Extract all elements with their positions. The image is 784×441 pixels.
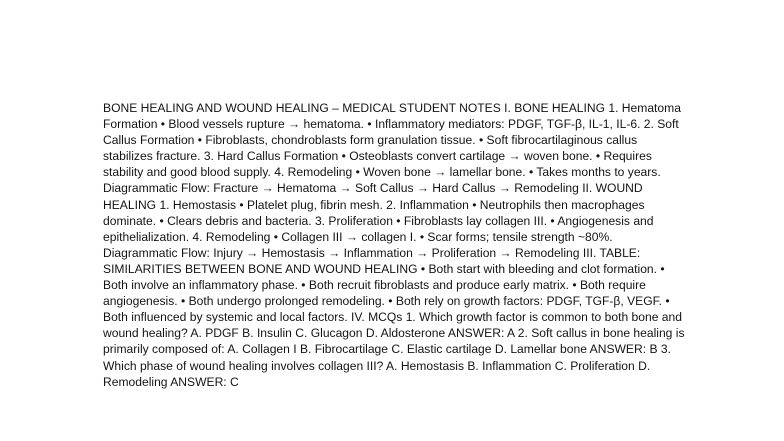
notes-paragraph: BONE HEALING AND WOUND HEALING – MEDICAL STUDENT NOTES I. BONE HEALING 1. Hematoma Formation • Blood vessels rupture → hematoma. • Inflammatory mediators: PDGF, TGF-β, IL-1, IL-6. 2. Soft Callus Formation • Fibroblasts, chondroblasts form granulation tissue. • Soft fibrocartilaginous callus stabilizes fracture. 3. Hard Callus Formation • Osteoblasts convert cartilage → woven bone. • Requires stability and good blood supply. 4. Remodeling • Woven bone → lamellar bone. • Takes months to years. Diagrammatic Flow: Fracture → Hematoma → Soft Callus → Hard Callus → Remodeling II. WOUND HEALING 1. Hemostasis • Platelet plug, fibrin mesh. 2. Inflammation • Neutrophils then macrophages dominate. • Clears debris and bacteria. 3. Proliferation • Fibroblasts lay collagen III. • Angiogenesis and epithelialization. 4. Remodeling • Collagen III → collagen I. • Scar forms; tensile strength ~80%. Diagrammatic Flow: Injury → Hemostasis → Inflammation → Proliferation → Remodeling III. TABLE: SIMILARITIES BETWEEN BONE AND WOUND HEALING • Both start with bleeding and clot formation. • Both involve an inflammatory phase. • Both recruit fibroblasts and produce early matrix. • Both require angiogenesis. • Both undergo prolonged remodeling. • Both rely on growth factors: PDGF, TGF-β, VEGF. • Both influenced by systemic and local factors. IV. MCQs 1. Which growth factor is common to both bone and wound healing? A. PDGF B. Insulin C. Glucagon D. Aldosterone ANSWER: A 2. Soft callus in bone healing is primarily composed of: A. Collagen I B. Fibrocartilage C. Elastic cartilage D. Lamellar bone ANSWER: B 3. Which phase of wound healing involves collagen III? A. Hemostasis B. Inflammation C. Proliferation D. Remodeling ANSWER: C: [103, 101, 685, 389]
